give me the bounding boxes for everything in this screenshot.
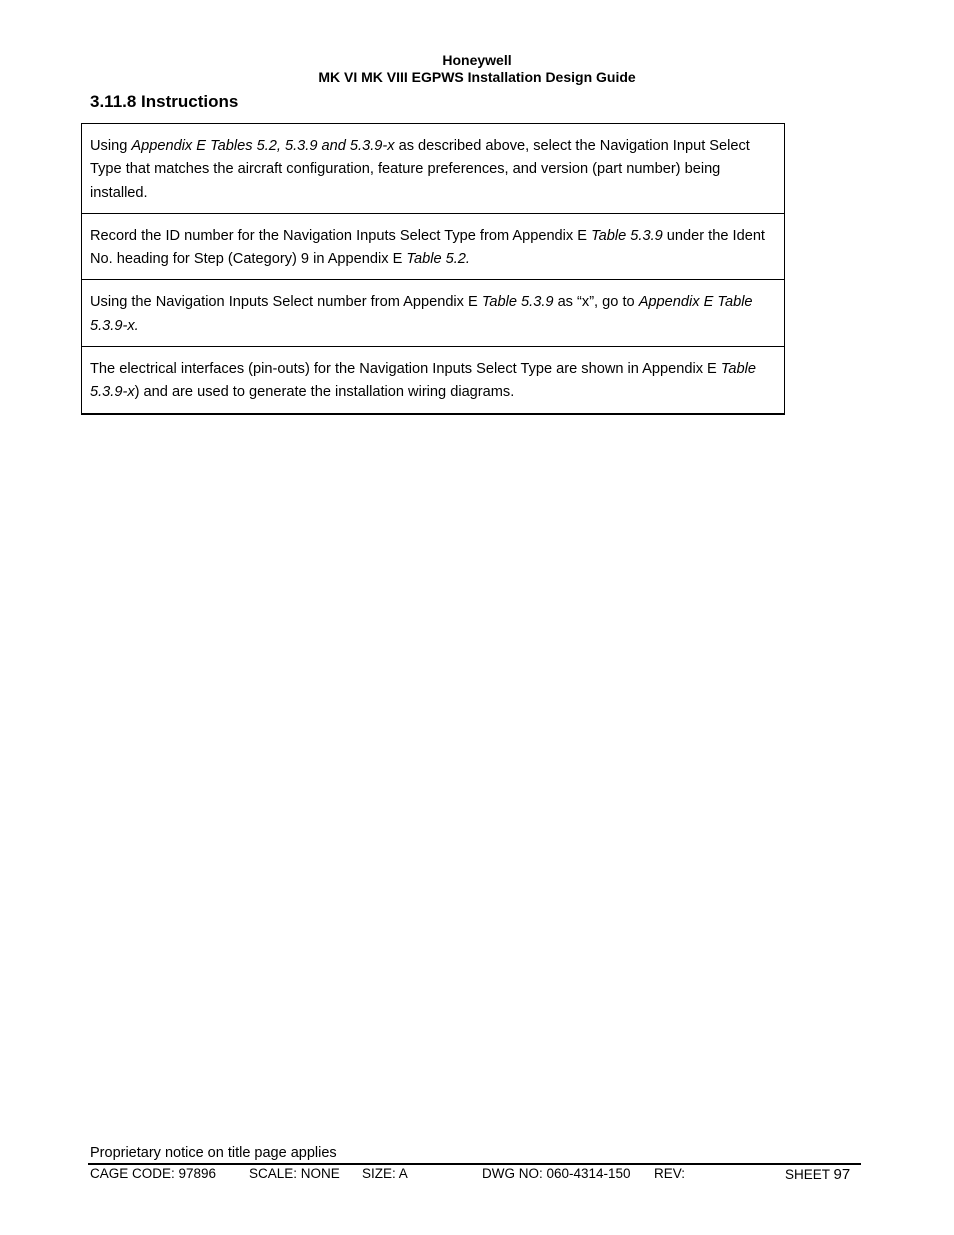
drawing-number: DWG NO: 060-4314-150 (482, 1166, 631, 1181)
size: SIZE: A (362, 1166, 408, 1181)
instruction-3-ref-b: Appendix E Table 5.3.9-x. (90, 294, 753, 334)
scale: SCALE: NONE (249, 1166, 340, 1181)
instruction-row (82, 124, 785, 214)
instruction-3-ref-a: Table 5.3.9 (481, 294, 554, 311)
instruction-2-text-a: Record the ID number for the Navigation Inputs Select Type from Appendix E (90, 227, 592, 244)
header-doc-title: MK VI MK VIII EGPWS Installation Design Guide (318, 69, 636, 85)
revision: REV: (654, 1166, 686, 1181)
header-company: Honeywell (442, 52, 512, 68)
instruction-cell-3 (82, 280, 785, 347)
instruction-cell-4 (82, 347, 785, 414)
instruction-1-ref: Appendix E Tables 5.2, 5.3.9 and 5.3.9-x (131, 138, 395, 154)
footer-divider (88, 1163, 861, 1165)
instruction-2-ref-b: Table 5.2. (406, 251, 470, 268)
instructions-table (81, 123, 785, 415)
instruction-row (82, 280, 785, 347)
page-header (0, 52, 954, 86)
section-title: 3.11.8 Instructions (90, 92, 239, 111)
proprietary-notice: Proprietary notice on title page applies (90, 1145, 337, 1161)
instruction-4-ref: Table 5.3.9-x (90, 361, 757, 401)
instruction-row (82, 213, 785, 280)
instruction-2-text-b: under the Ident No. heading for Step (Category) 9 in Appendix E (90, 227, 765, 268)
instruction-cell-2 (82, 213, 785, 280)
instruction-1-text-b: as described above, select the Navigation Input Select Type that matches the aircraft configuration, feature preferences, and version (part number) being installed. (90, 138, 750, 201)
instruction-4-text-a: The electrical interfaces (pin-outs) for the Navigation Inputs Select Type are shown in Appendix E (90, 361, 721, 378)
instruction-3-text-a: Using the Navigation Inputs Select number from Appendix E (90, 294, 482, 311)
sheet-number: 97 (833, 1166, 851, 1183)
instruction-3-text-b: as “x”, go to (553, 294, 639, 311)
sheet-label: SHEET (785, 1167, 830, 1182)
instruction-row (82, 347, 785, 414)
cage-code: CAGE CODE: 97896 (90, 1166, 217, 1181)
instruction-1-text-a: Using (90, 138, 132, 154)
instruction-4-text-b: ) and are used to generate the installation wiring diagrams. (134, 384, 515, 401)
instruction-2-ref-a: Table 5.3.9 (591, 227, 663, 244)
instruction-cell-1 (82, 124, 785, 214)
sheet-info (785, 1166, 850, 1183)
